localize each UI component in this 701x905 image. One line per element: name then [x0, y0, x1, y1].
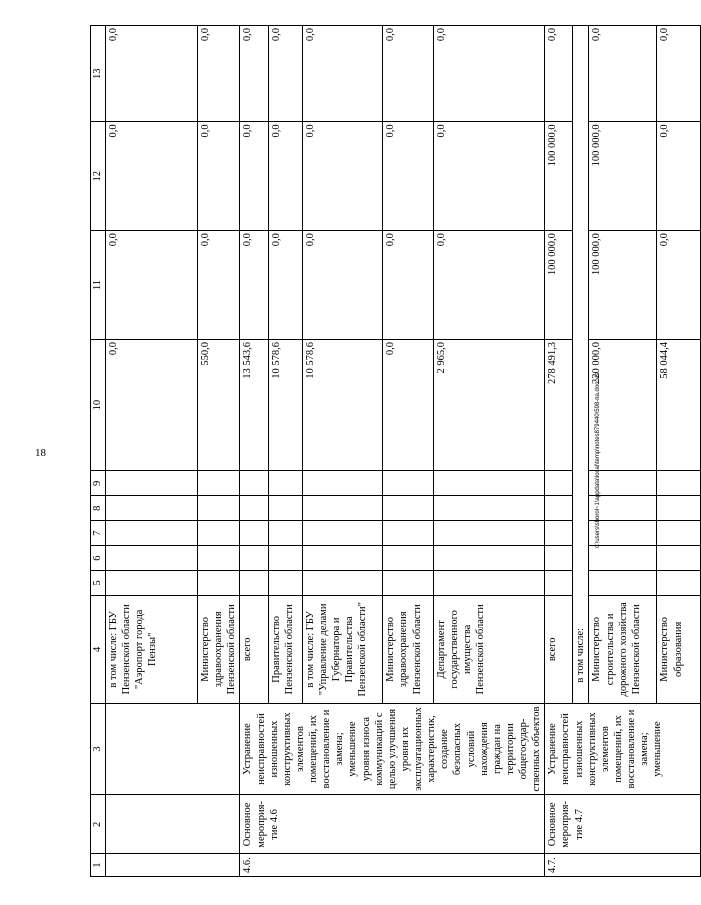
value-cell: 13 543,6	[240, 339, 268, 470]
header-cell: 6	[91, 546, 106, 571]
section-number: 4.7.	[545, 854, 701, 877]
value-cell: 0,0	[198, 231, 240, 340]
executor-cell: Департамент государственного имущества Пензенской области	[433, 596, 544, 704]
value-cell: 0,0	[657, 122, 701, 231]
header-cell: 1	[91, 854, 106, 877]
value-cell: 0,0	[198, 122, 240, 231]
value-cell: 0,0	[302, 122, 383, 231]
table-row	[240, 26, 268, 877]
section-number: 4.6.	[240, 854, 545, 877]
value-cell: 0,0	[268, 231, 302, 340]
value-cell: 0,0	[198, 26, 240, 122]
header-cell: 11	[91, 231, 106, 340]
header-cell: 10	[91, 339, 106, 470]
executor-cell: в том числе: ГБУ "Управление делами Губернатора и Правительства Пензенской области"	[302, 596, 383, 704]
value-cell: 0,0	[240, 122, 268, 231]
value-cell: 10 578,6	[302, 339, 383, 470]
header-cell: 12	[91, 122, 106, 231]
value-cell: 0,0	[383, 122, 433, 231]
value-cell: 100 000,0	[589, 231, 657, 340]
table-row	[545, 26, 573, 877]
header-cell: 5	[91, 571, 106, 596]
activity-name: Основное мероприя-тие 4.6	[240, 795, 545, 854]
value-cell: 0,0	[433, 26, 544, 122]
executor-cell: всего	[545, 596, 573, 704]
value-cell: 0,0	[657, 231, 701, 340]
value-cell: 0,0	[383, 231, 433, 340]
header-cell: 7	[91, 521, 106, 546]
executor-cell: всего	[240, 596, 268, 704]
executor-cell: в том числе: ГБУ Пензенской области "Аэропорт города Пензы"	[106, 596, 198, 704]
header-row	[91, 26, 106, 877]
value-cell: 0,0	[433, 122, 544, 231]
value-cell: 278 491,3	[545, 339, 573, 470]
value-cell: 0,0	[302, 231, 383, 340]
header-cell: 13	[91, 26, 106, 122]
value-cell: 100 000,0	[545, 231, 573, 340]
value-cell: 0,0	[240, 26, 268, 122]
value-cell: 0,0	[240, 231, 268, 340]
header-cell: 9	[91, 471, 106, 496]
activity-description: Устранение неисправностей изношенных конструктивных элементов помещений, их восстановление и замена; уменьшение уровня износа коммуникаций с целью улучшения уровня их эксплуатационных характеристик, создание безопасных условий нахождения граждан на территории общегосудар-ственных объектов	[240, 703, 545, 795]
value-cell: 0,0	[302, 26, 383, 122]
activity-description: Устранение неисправностей изношенных конструктивных элементов помещений, их восстановление и замена; уменьшение	[545, 703, 701, 795]
file-path-footer: c:\users\sborol~1\appdata\local\temp\notes879440\598-па.doc.xls	[595, 372, 601, 548]
value-cell: 0,0	[657, 26, 701, 122]
value-cell: 100 000,0	[545, 122, 573, 231]
header-cell: 2	[91, 795, 106, 854]
page-number: 18	[35, 447, 46, 459]
value-cell: 0,0	[106, 122, 198, 231]
value-cell: 0,0	[383, 339, 433, 470]
activity-name: Основное мероприя-тие 4.7	[545, 795, 701, 854]
executor-cell: Министерство здравоохранения Пензенской области	[383, 596, 433, 704]
value-cell: 0,0	[545, 26, 573, 122]
header-cell: 3	[91, 703, 106, 795]
value-cell: 0,0	[383, 26, 433, 122]
value-cell: 0,0	[433, 231, 544, 340]
header-cell: 4	[91, 596, 106, 704]
executor-cell: Правительство Пензенской области	[268, 596, 302, 704]
budget-table	[90, 25, 701, 877]
table-row	[106, 26, 198, 877]
value-cell: 2 965,0	[433, 339, 544, 470]
value-cell: 0,0	[268, 26, 302, 122]
subtotal-caption: в том числе:	[573, 26, 589, 704]
value-cell: 0,0	[106, 339, 198, 470]
value-cell: 10 578,6	[268, 339, 302, 470]
executor-cell: Министерство строительства и дорожного хозяйства Пензенской области	[589, 596, 657, 704]
value-cell: 0,0	[589, 26, 657, 122]
value-cell: 0,0	[268, 122, 302, 231]
value-cell: 0,0	[106, 26, 198, 122]
value-cell: 100 000,0	[589, 122, 657, 231]
executor-cell: Министерство здравоохранения Пензенской области	[198, 596, 240, 704]
rotated-table-area	[90, 25, 684, 877]
header-cell: 8	[91, 496, 106, 521]
value-cell: 0,0	[106, 231, 198, 340]
value-cell: 550,0	[198, 339, 240, 470]
executor-cell: Министерство образования	[657, 596, 701, 704]
value-cell: 220 000,0	[589, 339, 657, 470]
value-cell: 58 044,4	[657, 339, 701, 470]
